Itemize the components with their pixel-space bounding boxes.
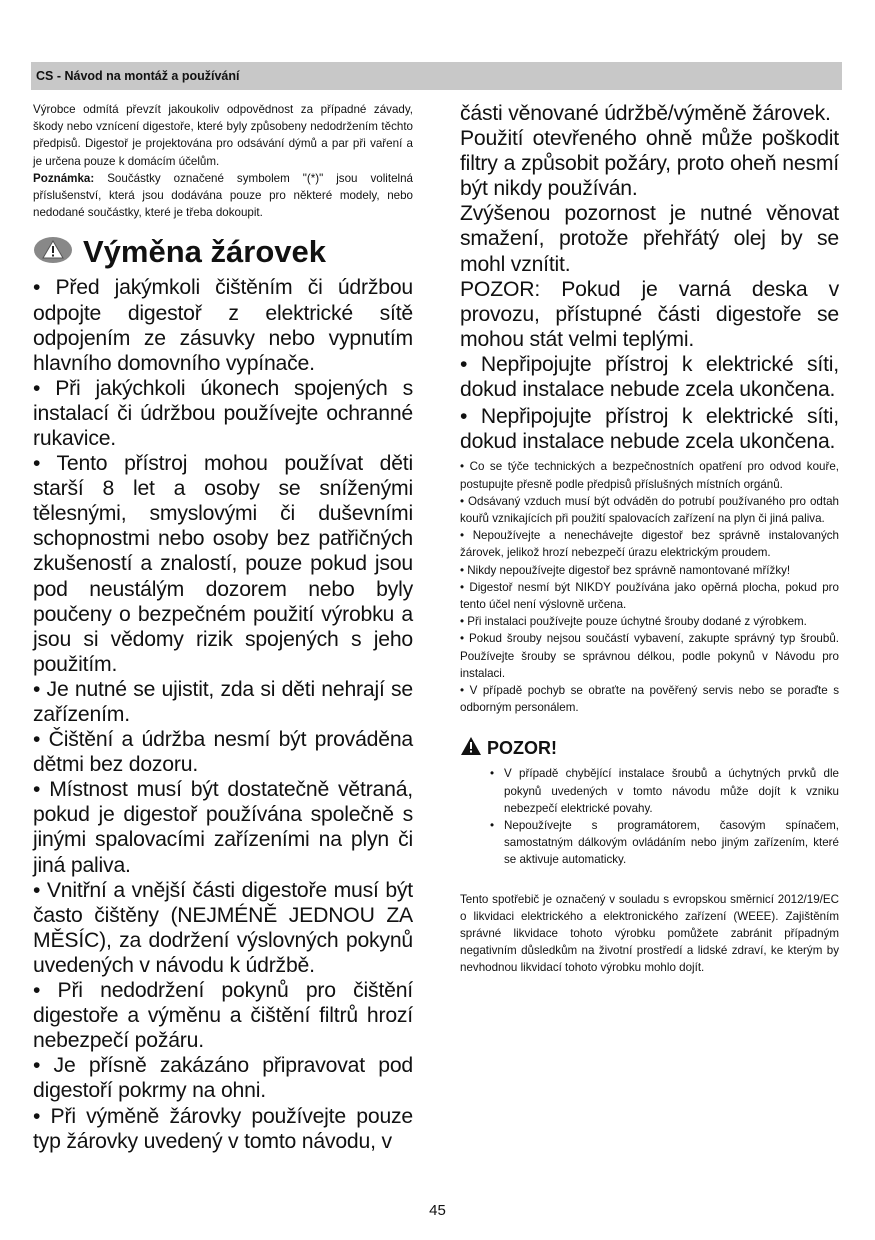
note-paragraph <box>33 170 413 222</box>
section-title-text: Výměna žárovek <box>83 234 326 270</box>
right-big-paragraph: Zvýšenou pozornost je nutné věnovat smažení, protože přehřátý olej by se mohl vznítit. <box>460 202 839 276</box>
left-bullet: • Při nedodržení pokynů pro čištění digestoře a výměnu a čištění filtrů hrozí nebezpečí požáru. <box>33 979 413 1053</box>
weee-paragraph: Tento spotřebič je označený v souladu s evropskou směrnicí 2012/19/EC o likvidaci elektrického a elektronického zařízení (WEEE). Zajištěním správné likvidace tohoto výrobku pomůžete zabránit případným negativním důsledkům na životní prostředí a lidské zdraví, ke kterým by nevhodnou likvidací tohoto výrobku mohlo dojít. <box>460 892 839 975</box>
right-small-paragraph: • Co se týče technických a bezpečnostních opatření pro odvod kouře, postupujte přesně podle předpisů příslušných místních orgánů. <box>460 460 839 491</box>
pozor-heading-text: POZOR! <box>487 738 557 759</box>
note-label: Poznámka: <box>33 171 95 185</box>
right-big-paragraph: části věnované údržbě/výměně žárovek. <box>460 102 831 125</box>
pozor-heading <box>460 736 839 761</box>
right-big-paragraph: Použití otevřeného ohně může poškodit filtry a způsobit požáry, proto oheň nesmí být nikdy používán. <box>460 127 839 201</box>
pozor-list-item: • Nepoužívejte s programátorem, časovým spínačem, samostatným dálkovým ovládáním nebo jiným zařízením, které se aktivuje automaticky. <box>490 818 839 867</box>
left-column <box>33 101 413 1154</box>
header-title: CS - Návod na montáž a používání <box>36 69 240 83</box>
left-bullet: • Tento přístroj mohou používat děti starší 8 let a osoby se sníženými tělesnými, smyslovými či duševními schopnostmi nebo osoby bez patřičných zkušeností a znalostí, pouze pokud jsou pod neustálým dozorem nebo byly poučeny o bezpečném použití výrobku a jsou si vědomy rizik spojených s jeho použitím. <box>33 452 413 676</box>
left-bullet: • Místnost musí být dostatečně větraná, pokud je digestoř používána společně s jinými spalovacími zařízeními na plyn či jiná paliva. <box>33 778 413 877</box>
pozor-list-item: • V případě chybějící instalace šroubů a úchytných prvků dle pokynů uvedených v tomto návodu může dojít k vzniku nebezpečí elektrické povahy. <box>490 767 839 815</box>
warning-triangle-icon <box>460 736 482 761</box>
right-small-paragraph: • V případě pochyb se obraťte na pověřený servis nebo se poraďte s odborným personálem. <box>460 683 839 715</box>
right-big-paragraph: POZOR: Pokud je varná deska v provozu, přístupné části digestoře se mohou stát velmi teplými. <box>460 277 839 351</box>
pozor-list <box>460 765 839 868</box>
right-small-paragraph: • Nepoužívejte a nenechávejte digestoř bez správně instalovaných žárovek, jelikož hrozí nebezpečí úrazu elektrickým proudem. <box>460 529 839 560</box>
right-small-paragraph: • Nikdy nepoužívejte digestoř bez správně namontované mřížky! <box>460 563 791 577</box>
right-big-paragraph: • Nepřipojujte přístroj k elektrické síti, dokud instalace nebude zcela ukončena. <box>460 352 839 402</box>
left-bullet: • Čištění a údržba nesmí být prováděna dětmi bez dozoru. <box>33 728 413 777</box>
section-title <box>33 235 413 269</box>
intro-paragraph: Výrobce odmítá převzít jakoukoliv odpovědnost za případné závady, škody nebo vznícení digestoře, které byly způsobeny nedodržením těchto předpisů. Digestoř je projektována pro odsávání dýmů a par při vaření a je určena pouze k domácím účelům. <box>33 103 413 168</box>
section-header <box>31 62 842 90</box>
left-bullet: • Při výměně žárovky používejte pouze typ žárovky uvedený v tomto návodu, v <box>33 1104 413 1153</box>
left-bullet: • Je nutné se ujistit, zda si děti nehrají se zařízením. <box>33 677 413 727</box>
right-small-paragraph: • Pokud šrouby nejsou součástí vybavení, zakupte správný typ šroubů. Používejte šrouby se správnou délkou, podle pokynů v Návodu pro instalaci. <box>460 632 839 680</box>
left-bullet: • Vnitřní a vnější části digestoře musí být často čištěny (NEJMÉNĚ JEDNOU ZA MĚSÍC), za dodržení výslovných pokynů uvedených v návodu k údržbě. <box>33 878 413 977</box>
left-bullet: • Je přísně zakázáno připravovat pod digestoří pokrmy na ohni. <box>33 1054 413 1103</box>
note-text: Součástky označené symbolem "(*)" jsou volitelná příslušenství, která jsou dodávána pouze pro některé modely, nebo nedodané součástky, které je třeba dokoupit. <box>33 171 413 220</box>
left-bullet: • Před jakýmkoli čištěním či údržbou odpojte digestoř z elektrické sítě odpojením ze zásuvky nebo vypnutím hlavního domovního vypínače. <box>33 276 413 375</box>
right-small-paragraph: • Digestoř nesmí být NIKDY používána jako opěrná plocha, pokud pro tento účel není výslovně určena. <box>460 580 839 611</box>
warning-hand-icon <box>33 236 73 269</box>
right-column <box>460 101 839 977</box>
left-bullet: • Při jakýchkoli úkonech spojených s instalací či údržbou používejte ochranné rukavice. <box>33 376 413 450</box>
page-number: 45 <box>429 1202 446 1219</box>
right-big-paragraph: • Nepřipojujte přístroj k elektrické síti, dokud instalace nebude zcela ukončena. <box>460 405 839 454</box>
right-small-paragraph: • Při instalaci používejte pouze úchytné šrouby dodané z výrobkem. <box>460 615 807 629</box>
right-small-paragraph: • Odsávaný vzduch musí být odváděn do potrubí používaného pro odtah kouřů vznikajících při použití spalovacích zařízení na plyn či jiná paliva. <box>460 494 839 525</box>
